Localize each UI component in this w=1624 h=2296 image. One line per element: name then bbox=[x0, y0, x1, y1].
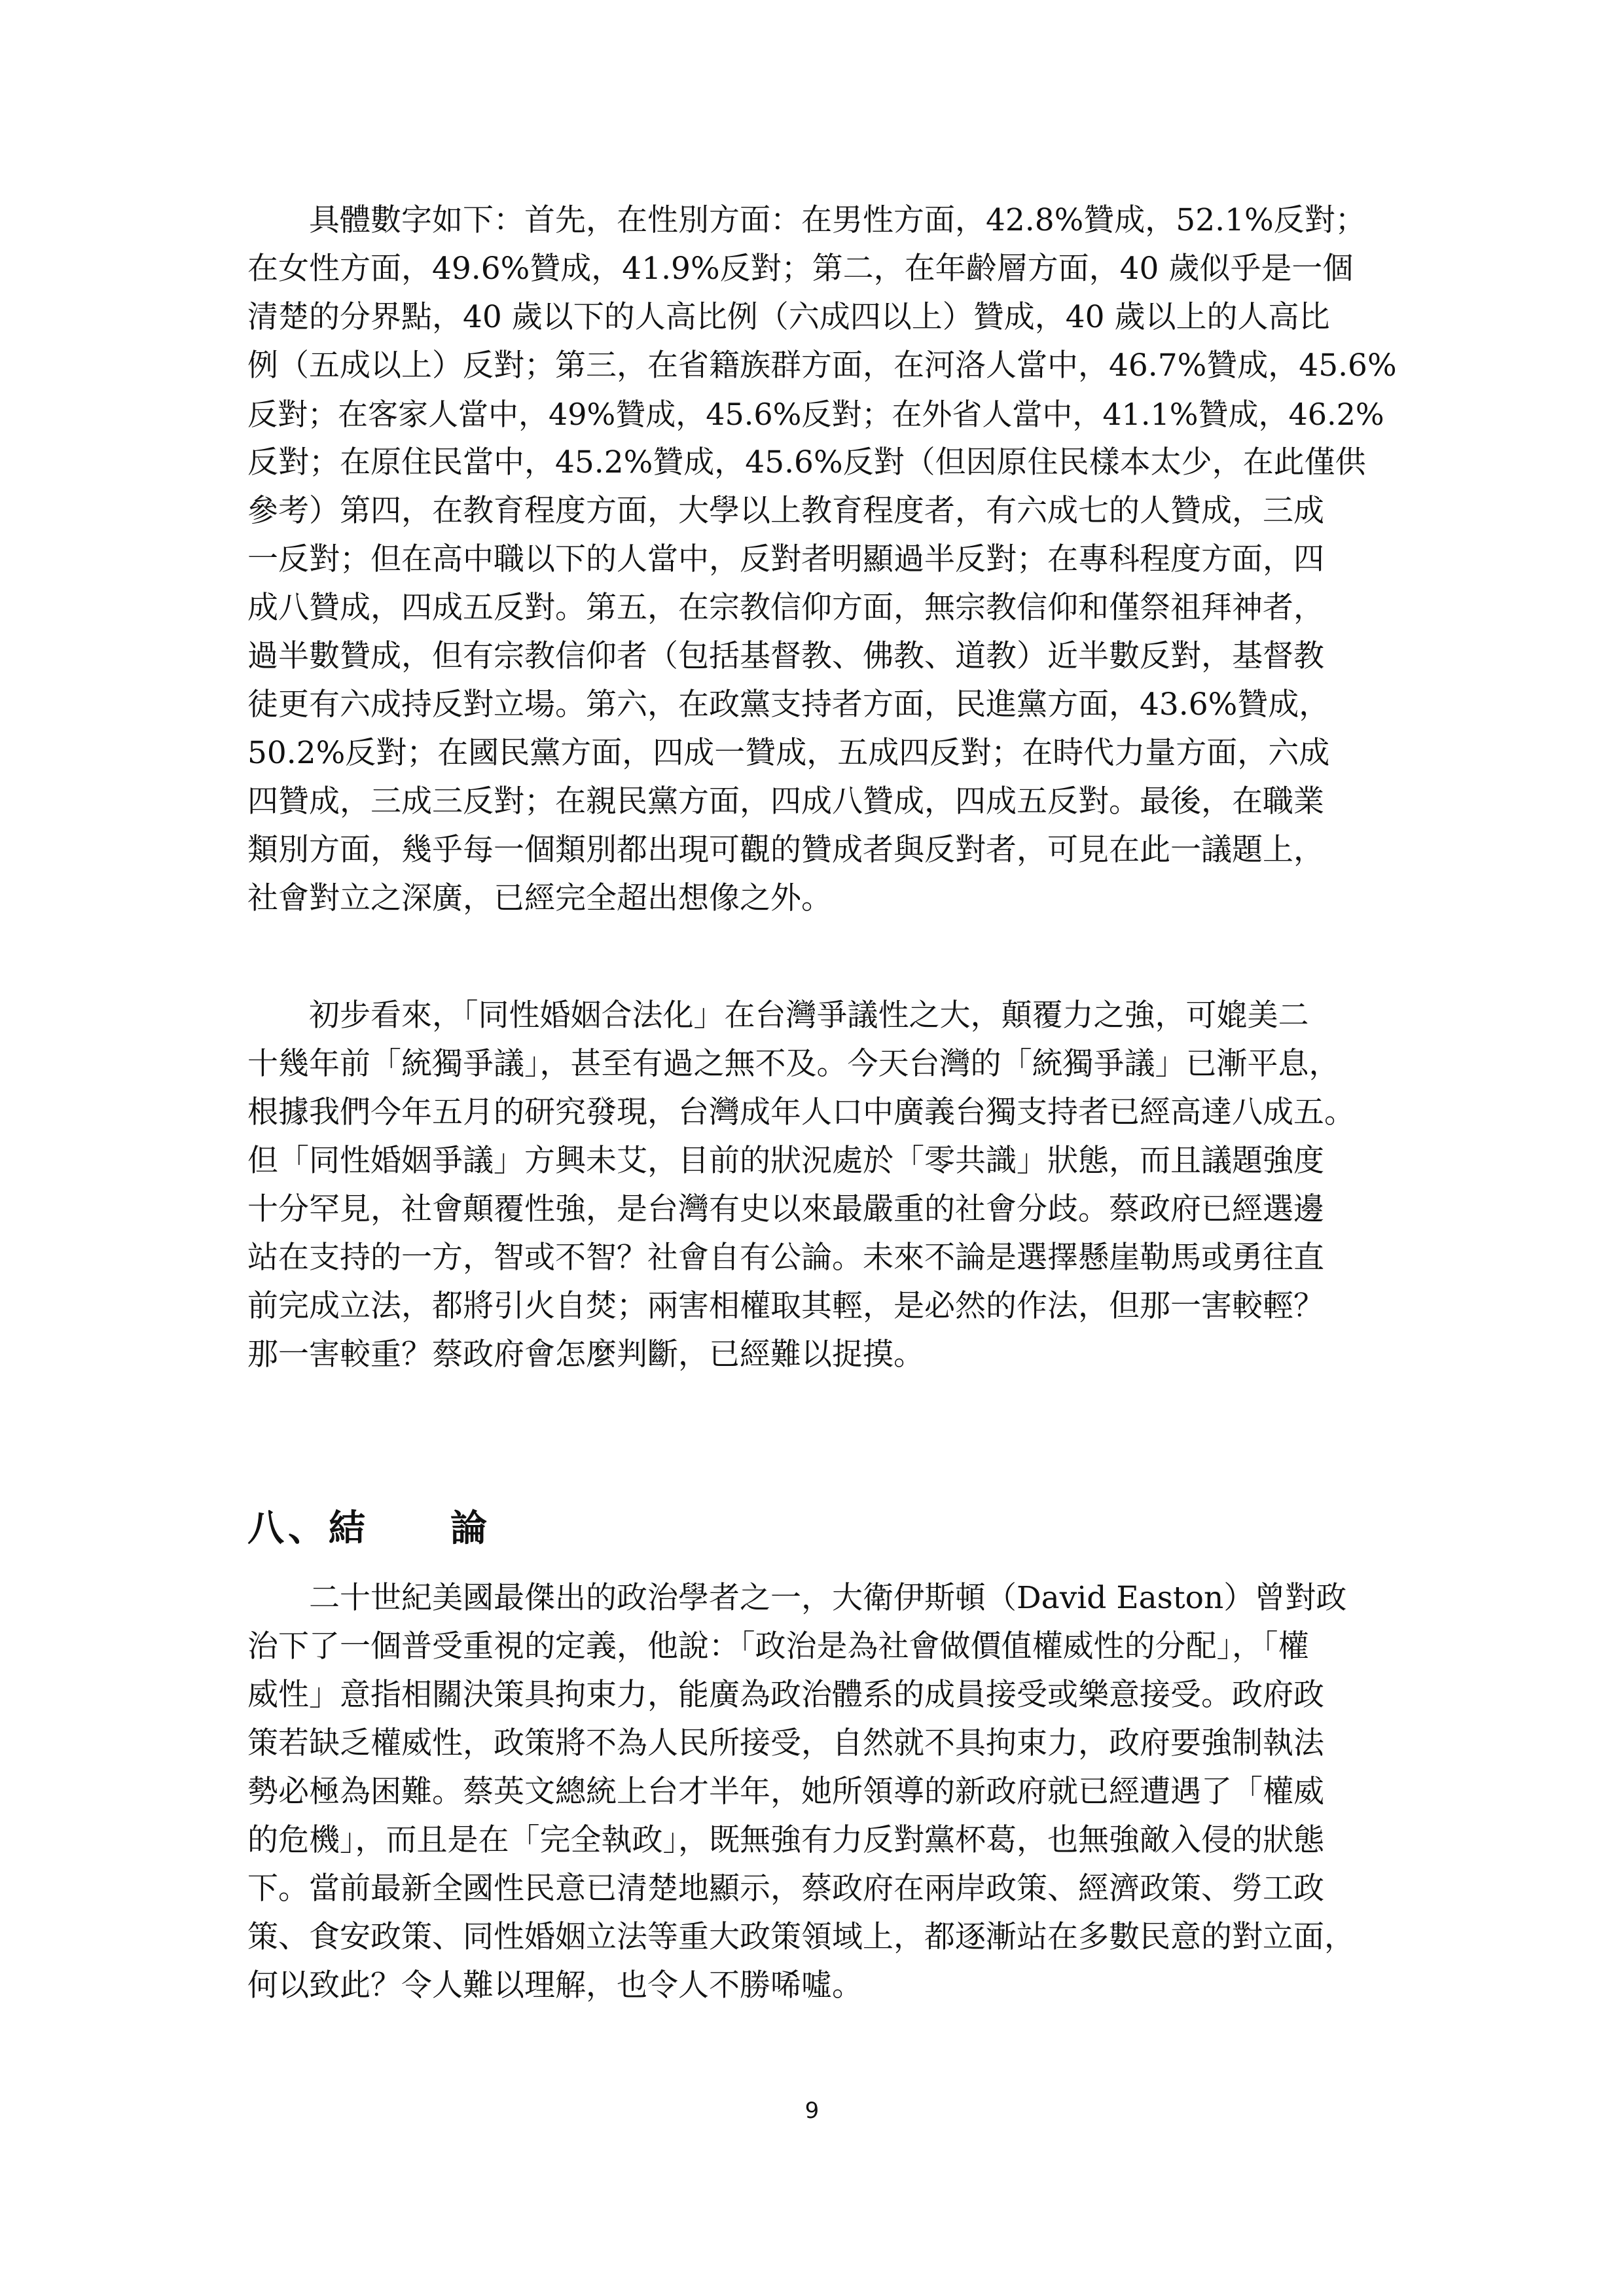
text-line: 清楚的分界點，40 歲以下的人高比例（六成四以上）贊成，40 歲以上的人高比 bbox=[247, 299, 1330, 335]
text-line: 四贊成，三成三反對；在親民黨方面，四成八贊成，四成五反對。最後，在職業 bbox=[247, 783, 1324, 819]
text-line: 治下了一個普受重視的定義，他說：「政治是為社會做價值權威性的分配」，「權 bbox=[247, 1628, 1309, 1664]
text-line: 在女性方面，49.6%贊成，41.9%反對；第二，在年齡層方面，40 歲似乎是一個 bbox=[247, 251, 1354, 287]
text-line: 那一害較重？蔡政府會怎麼判斷，已經難以捉摸。 bbox=[247, 1336, 924, 1372]
text-line: 策若缺乏權威性，政策將不為人民所接受，自然就不具拘束力，政府要強制執法 bbox=[247, 1725, 1324, 1761]
page-number: 9 bbox=[804, 2098, 820, 2124]
text-line: 例（五成以上）反對；第三，在省籍族群方面，在河洛人當中，46.7%贊成，45.6% bbox=[247, 348, 1397, 384]
text-line: 一反對；但在高中職以下的人當中，反對者明顯過半反對；在專科程度方面，四 bbox=[247, 541, 1324, 577]
text-line: 初步看來，「同性婚姻合法化」在台灣爭議性之大，顛覆力之強，可媲美二 bbox=[247, 997, 1309, 1033]
text-line: 站在支持的一方，智或不智？社會自有公論。未來不論是選擇懸崖勒馬或勇往直 bbox=[247, 1240, 1324, 1276]
text-line: 威性」意指相關決策具拘束力，能廣為政治體系的成員接受或樂意接受。政府政 bbox=[247, 1677, 1324, 1713]
paragraph-3 bbox=[247, 1574, 1386, 2010]
text-line: 反對；在客家人當中，49%贊成，45.6%反對；在外省人當中，41.1%贊成，46.2% bbox=[247, 397, 1384, 432]
text-line: 何以致此？令人難以理解，也令人不勝唏噓。 bbox=[247, 1967, 863, 2003]
text-line: 具體數字如下：首先，在性別方面：在男性方面，42.8%贊成，52.1%反對； bbox=[247, 202, 1366, 238]
text-line: 但「同性婚姻爭議」方興未艾，目前的狀況處於「零共識」狀態，而且議題強度 bbox=[247, 1143, 1324, 1179]
text-line: 策、食安政策、同性婚姻立法等重大政策領域上，都逐漸站在多數民意的對立面， bbox=[247, 1919, 1355, 1955]
text-line: 社會對立之深廣，已經完全超出想像之外。 bbox=[247, 880, 832, 916]
text-line: 成八贊成，四成五反對。第五，在宗教信仰方面，無宗教信仰和僅祭祖拜神者， bbox=[247, 590, 1324, 626]
section-heading: 八、結 論 bbox=[247, 1507, 491, 1550]
text-line: 根據我們今年五月的研究發現，台灣成年人口中廣義台獨支持者已經高達八成五。 bbox=[247, 1094, 1355, 1130]
text-line: 的危機」，而且是在「完全執政」，既無強有力反對黨杯葛，也無強敵入侵的狀態 bbox=[247, 1822, 1324, 1858]
text-line: 類別方面，幾乎每一個類別都出現可觀的贊成者與反對者，可見在此一議題上， bbox=[247, 832, 1324, 868]
text-line: 50.2%反對；在國民黨方面，四成一贊成，五成四反對；在時代力量方面，六成 bbox=[247, 735, 1330, 771]
text-line: 勢必極為困難。蔡英文總統上台才半年，她所領導的新政府就已經遭遇了「權威 bbox=[247, 1774, 1324, 1810]
text-line: 下。當前最新全國性民意已清楚地顯示，蔡政府在兩岸政策、經濟政策、勞工政 bbox=[247, 1871, 1324, 1907]
text-line: 過半數贊成，但有宗教信仰者（包括基督教、佛教、道教）近半數反對，基督教 bbox=[247, 638, 1324, 674]
text-line: 前完成立法，都將引火自焚；兩害相權取其輕，是必然的作法，但那一害較輕？ bbox=[247, 1288, 1324, 1324]
text-line: 徒更有六成持反對立場。第六，在政黨支持者方面，民進黨方面，43.6%贊成， bbox=[247, 687, 1330, 723]
paragraph-2 bbox=[247, 992, 1386, 1379]
text-line: 反對；在原住民當中，45.2%贊成，45.6%反對（但因原住民樣本太少，在此僅供 bbox=[247, 444, 1366, 480]
paragraph-1 bbox=[247, 196, 1397, 923]
text-line: 二十世紀美國最傑出的政治學者之一，大衛伊斯頓（David Easton）曾對政 bbox=[247, 1580, 1347, 1616]
text-line: 十幾年前「統獨爭議」，甚至有過之無不及。今天台灣的「統獨爭議」已漸平息， bbox=[247, 1046, 1340, 1082]
text-line: 十分罕見，社會顛覆性強，是台灣有史以來最嚴重的社會分歧。蔡政府已經選邊 bbox=[247, 1191, 1324, 1227]
text-line: 參考）第四，在教育程度方面，大學以上教育程度者，有六成七的人贊成，三成 bbox=[247, 493, 1324, 529]
